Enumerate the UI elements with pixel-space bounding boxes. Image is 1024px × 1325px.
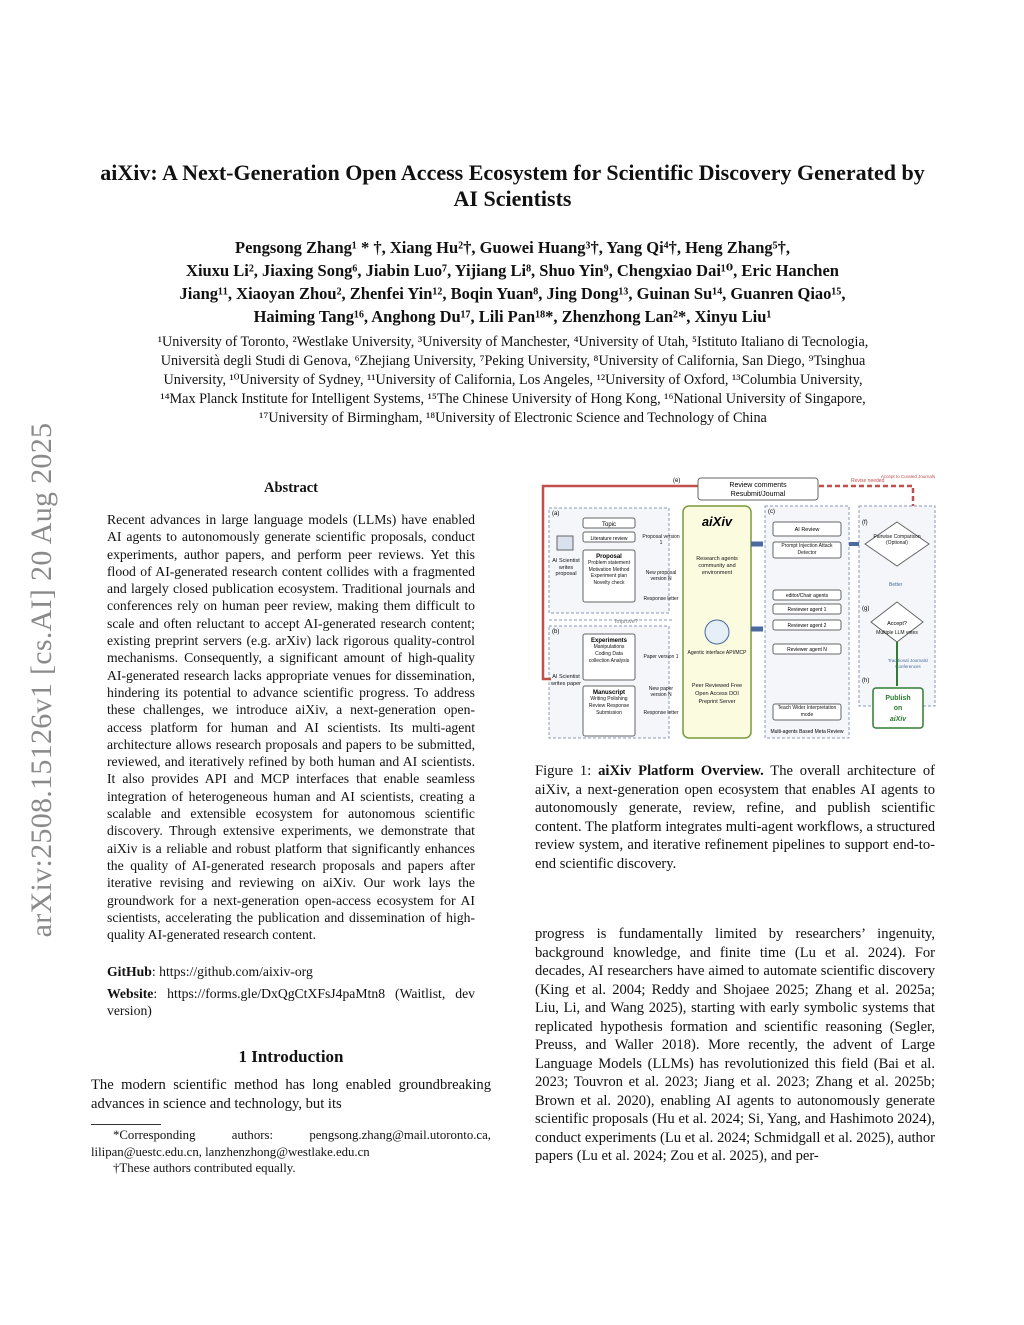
panel-f-label: (f) [862,520,868,526]
author-line: Pengsong Zhang¹ * †, Xiang Hu²†, Guowei Huang³†, Yang Qi⁴†, Heng Zhang⁵†, [235,238,790,257]
proposal-label: Proposal [596,554,622,560]
figure-caption [535,762,935,873]
literature-review-label: Literature review [590,536,628,542]
editor-agent-label: editor/Chair agents [785,593,829,599]
affiliation-line: ¹University of Toronto, ²Westlake University, ³University of Manchester, ⁴University of Utah, ⁵Istituto Italiano di Tecnologia, [157,334,869,350]
footnote-corresponding: *Corresponding authors: pengsong.zhang@mail.utoronto.ca, lilipan@uestc.edu.cn, lanzhenzhong@westlake.edu.cn [91,1128,491,1159]
panel-e-label: (e) [673,478,681,484]
manuscript-items: Writing Polishing Review Response Submission [588,696,630,716]
improve-label: Improve? [615,619,638,625]
multiple-votes-label: Multiple LLM votes [876,630,918,636]
aixiv-brand-label: aiXiv [701,514,733,529]
reviewer-2-label: Reviewer agent 2 [787,623,827,629]
architecture-diagram [533,474,937,744]
github-label: GitHub [107,964,152,979]
reviewer-n-label: Reviewer agent N [787,647,827,653]
topic-label: Topic [601,522,617,528]
panel-a-label: (a) [552,511,560,517]
website-label: Website [107,986,154,1001]
proposal-items: Problem statement Motivation Method Experiment plan Novelty check [588,560,630,586]
publish-label-1: Publish [885,695,911,702]
caption-text: The overall architecture of aiXiv, a next-generation open ecosystem that enables AI agents to autonomously generate, review, refine, and publish scientific content. The platform integrates multi-agent workflows, a structured review system, and iterative refinement pipelines to support end-to-end scientific discovery. [535,763,935,872]
ai-scientist-paper-label: AI Scientist writes paper [551,674,581,687]
response-letter-label: Response letter [643,596,679,602]
footnote-equal-contribution: †These authors contributed equally. [113,1161,296,1175]
pairwise-label: Pairwise Comparison (Optional) [873,534,921,546]
manuscript-label: Manuscript [592,690,626,696]
meta-review-label: Multi-agents Based Meta Review [770,729,844,735]
accept-curated-label: Accept to Curated Journals [880,474,936,479]
better-label: Better [889,582,903,588]
accept-label: Accept? [887,621,907,627]
author-line: Jiang¹¹, Xiaoyan Zhou², Zhenfei Yin¹², Boqin Yuan⁸, Jing Dong¹³, Guinan Su¹⁴, Guanren Qiao¹⁵, [179,284,846,303]
arxiv-id-text: arXiv:2508.15126v1 [cs.AI] 20 Aug 2025 [25,422,58,938]
introduction-heading: 1 Introduction [238,1047,344,1066]
introduction-continued: progress is fundamentally limited by researchers’ ingenuity, background knowledge, and finite time (Lu et al. 2024). For decades, AI researchers have aimed to automate scientific discovery (King et al. 2004; Reddy and Shojaee 2025; Zhang et al. 2025a; Liu, Li, and Wang 2025), starting with early symbolic systems that replicated hypothesis formation and scientific reasoning (Segler, Preuss, and Waller 2018). More recently, the advent of Large Language Models (LLMs) has revolutionized this field (Bai et al. 2023; Touvron et al. 2023; Jiang et al. 2023; Zhang et al. 2025b; Brown et al. 2020), enabling AI agents to autonomously generate scientific proposals (Hu et al. 2024; Si, Yang, and Hashimoto 2024), conduct experiments (Lu et al. 2024; Schmidgall et al. 2025), author papers (Lu et al. 2024; Zou et al. 2025), and per- [535,926,935,1164]
affiliation-line: Università degli Studi di Genova, ⁶Zhejiang University, ⁷Peking University, ⁸University of California, San Diego, ⁹Tsinghua [160,353,866,369]
abstract-body: Recent advances in large language models (LLMs) have enabled AI agents to autonomously generate scientific proposals, conduct experiments, author papers, and perform peer reviews. Yet this flood of AI-generated research content collides with a fragmented and largely closed publication ecosystem. Traditional journals and conferences rely on human peer review, making them difficult to scale and often reluctant to accept AI-generated research content; existing preprint servers (e.g. arXiv) lack rigorous quality-control mechanisms. Consequently, a significant amount of high-quality AI-generated research lacks appropriate venues for dissemination, hindering its potential to advance scientific progress. To address these challenges, we introduce aiXiv, a next-generation open-access platform for human and AI scientists. Its multi-agent architecture allows research proposals and papers to be submitted, reviewed, and iteratively refined by both human and AI scientists. It also provides API and MCP interfaces that enable seamless integration of heterogeneous human and AI scientists, creating a scalable and extensible ecosystem for autonomous scientific discovery. Through extensive experiments, we demonstrate that aiXiv is a reliable and robust platform that significantly enhances the quality of AI-generated research proposals and papers after iterative revising and reviewing on aiXiv. Our work lays the groundwork for a next-generation open-access ecosystem for AI scientists, accelerating the publication and dissemination of high-quality AI-generated research content. [107,512,475,943]
introduction-paragraph: The modern scientific method has long enabled groundbreaking advances in science and technology, but its [91,1077,491,1112]
new-proposal-label: New proposal version N [645,570,677,582]
affiliation-line: University, ¹⁰University of Sydney, ¹¹University of California, Los Angeles, ¹²University of Oxford, ¹³Columbia University, [163,372,863,388]
paper-title: aiXiv: A Next-Generation Open Access Ecosystem for Scientific Discovery Generated by AI Scientists [100,160,925,211]
publish-label-3: aiXiv [889,716,907,723]
affiliation-line: ¹⁴Max Planck Institute for Intelligent Systems, ¹⁵The Chinese University of Hong Kong, ¹⁶National University of Singapore, [160,391,866,407]
review-comments-label: Review comments [729,482,787,489]
panel-b-label: (b) [552,629,560,635]
affiliation-list [92,333,934,428]
website-line [107,985,475,1020]
agent-network-icon [705,620,729,644]
figure-platform-overview [533,474,937,744]
agentic-interface-label: Agentic interface API/MCP [687,650,747,656]
github-line [107,963,475,980]
reviewer-1-label: Reviewer agent 1 [787,607,827,613]
panel-g-label: (g) [862,606,870,612]
traditional-label: Traditional Journals/ Conferences [887,658,929,669]
caption-label: Figure 1: [535,763,599,779]
proposal-version-label: Proposal version 1 [642,534,680,546]
prompt-injection-label: Prompt Injection Attack Detector [781,543,833,556]
caption-title: aiXiv Platform Overview. [598,763,764,779]
aixiv-brand-items: Research agents community and environment [696,556,738,576]
author-line: Haiming Tang¹⁶, Anghong Du¹⁷, Lili Pan¹⁸*, Zhenzhong Lan²*, Xinyu Liu¹ [253,307,772,326]
publish-label-2: on [893,705,903,712]
author-line: Xiuxu Li², Jiaxing Song⁶, Jiabin Luo⁷, Yijiang Li⁸, Shuo Yin⁹, Chengxiao Dai¹⁰, Eric Hanchen [186,261,839,280]
paper-version-label: Paper version 1 [643,654,679,660]
affiliation-line: ¹⁷University of Birmingham, ¹⁸University of Electronic Science and Technology of China [259,410,767,426]
new-paper-label: New paper version N [648,686,674,698]
footnotes [91,1127,491,1177]
revise-needed-label: Revise needed [851,478,885,484]
peer-reviewed-label: Peer Reviewed Free Open Access DOI Preprint Server [691,683,743,705]
panel-c-label: (c) [768,509,775,515]
author-list [95,236,930,328]
ai-review-label: AI Review [794,527,820,533]
footnote-divider [91,1124,161,1125]
ai-scientist-proposal-label: AI Scientist writes proposal [552,558,580,577]
github-link[interactable]: : https://github.com/aixiv-org [151,964,313,979]
experiments-label: Experiments [590,638,628,644]
resubmit-label: Resubmit/Journal [730,491,786,498]
panel-h-label: (h) [862,678,870,684]
abstract-heading: Abstract [264,480,318,496]
response-letter-label-2: Response letter [643,710,679,716]
retrieval-label: Teach Wider Interpretation mode [777,705,837,718]
computer-icon [557,536,573,550]
arxiv-identifier-stamp [22,380,62,980]
website-link[interactable]: : https://forms.gle/DxQgCtXFsJ4paMtn8 (Waitlist, dev version) [107,986,475,1019]
experiment-items: Manipulations Coding Data collection Analysis [588,644,630,664]
